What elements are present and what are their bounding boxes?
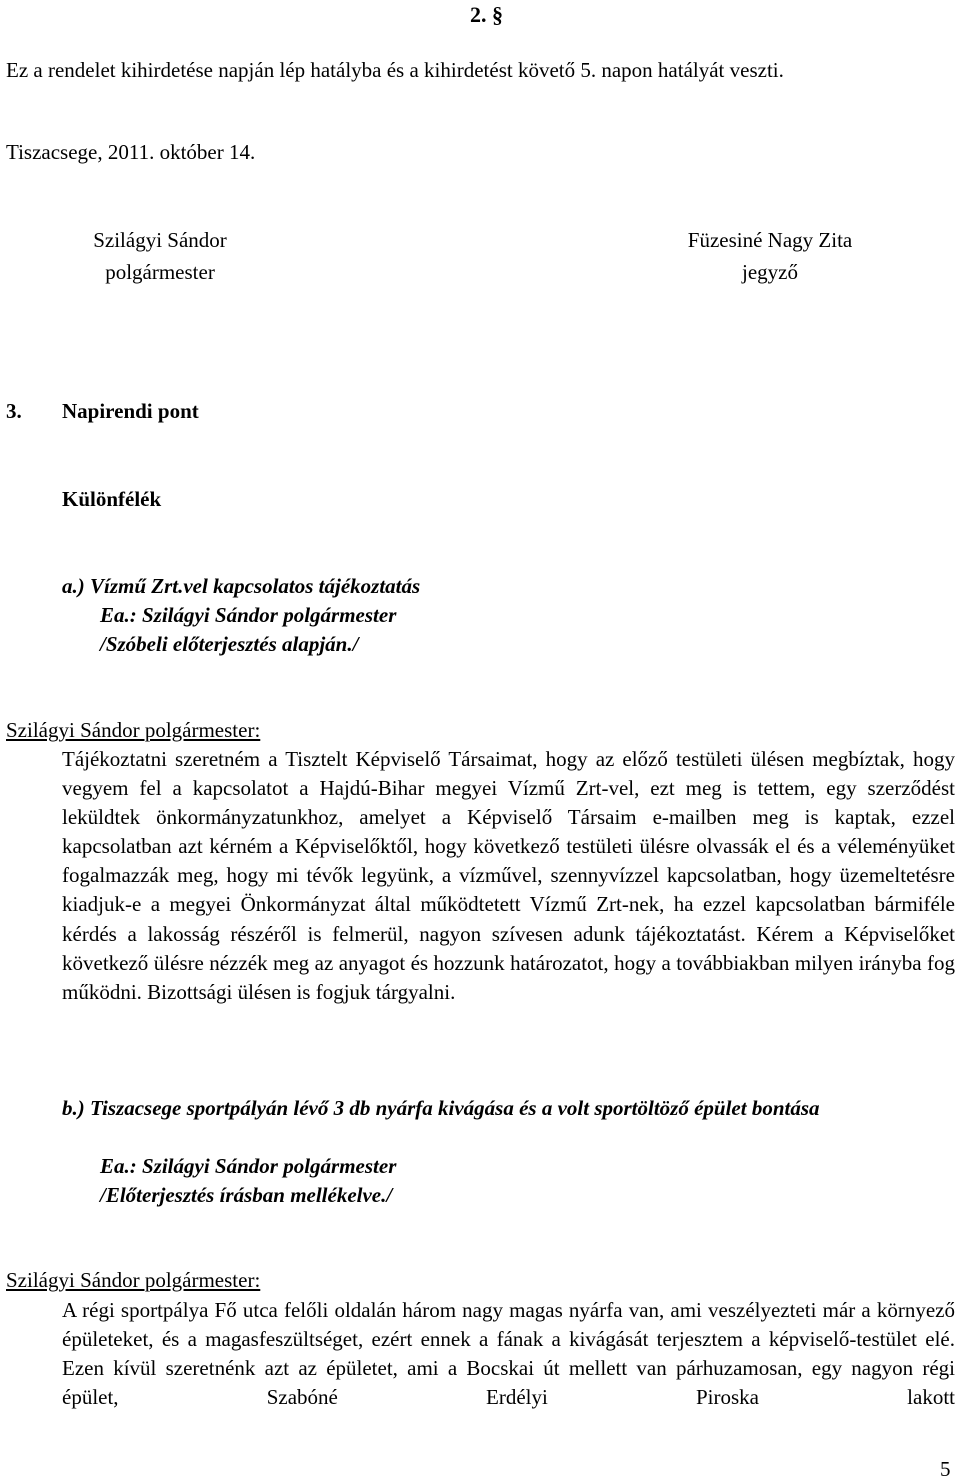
item-a-basis: /Szóbeli előterjesztés alapján./ — [100, 632, 359, 656]
agenda-subtitle: Különfélék — [62, 487, 162, 511]
signature-left — [40, 224, 280, 288]
agenda-title: Napirendi pont — [62, 399, 199, 423]
item-a-title: a.) Vízmű Zrt.vel kapcsolatos tájékoztatás — [62, 574, 421, 598]
signature-left-name: Szilágyi Sándor — [93, 228, 227, 252]
signature-left-title: polgármester — [105, 260, 215, 284]
item-a-presenter: Ea.: Szilágyi Sándor polgármester — [100, 603, 397, 627]
signature-right-name: Füzesiné Nagy Zita — [687, 228, 853, 252]
speaker-b: Szilágyi Sándor polgármester: — [6, 1268, 261, 1292]
section-marker: 2. § — [470, 2, 503, 27]
speech-b-paragraph: A régi sportpálya Fő utca felőli oldalán három nagy magas nyárfa van, ami veszélyezteti már a környező épületeket, és a magasfeszültséget, ezért ennek a fának a kivágását terjesztem a képviselő-testület elé. Ezen kívül szeretnénk azt az épületet, ami a Bocskai út mellett van párhuzamosan, egy nagyon régi épület, Szabóné Erdélyi Piroska lakott — [62, 1298, 955, 1409]
page-number: 5 — [940, 1457, 951, 1481]
speech-a-paragraph: Tájékoztatni szeretném a Tisztelt Képviselő Társaimat, hogy az előző testületi ülésen megbíztak, hogy vegyem fel a kapcsolatot a Hajdú-Bihar megyei Vízmű Zrt-vel, ezt meg is tettem, egy szerződést leküldtek önkormányzatunkhoz, amelyet a Képviselő Társaim e-mailben meg is kaptak, ezzel kapcsolatban azt kérném a Képviselőktől, hogy következő testületi ülésre olvassák el és a véleményüket fogalmazzák meg, hogy mi tévők legyünk, a vízművel, szennyvízzel kapcsolatban, hogy üzemeltetésre kiadjuk-e a megyei Önkormányzat által működtetett Vízmű Zrt-nek, ha ezzel kapcsolatban bármiféle kérdés a lakosság részéről is felmerül, nagyon szívesen adunk tájékoztatást. Kérem a Képviselőket következő ülésre nézzék meg az anyagot és hozzunk határozatot, hogy a továbbiakban milyen irányba fog működni. Bizottsági ülésen is fogjuk tárgyalni. — [62, 747, 955, 1004]
item-b-title: b.) Tiszacsege sportpályán lévő 3 db nyárfa kivágása és a volt sportöltöző épület bontása — [62, 1096, 820, 1120]
signature-right — [640, 224, 900, 288]
signature-right-title: jegyző — [742, 260, 798, 284]
item-b-basis: /Előterjesztés írásban mellékelve./ — [100, 1183, 393, 1207]
item-b-presenter: Ea.: Szilágyi Sándor polgármester — [100, 1154, 397, 1178]
speaker-a: Szilágyi Sándor polgármester: — [6, 718, 261, 742]
agenda-number: 3. — [6, 399, 22, 423]
decree-text: Ez a rendelet kihirdetése napján lép hatályba és a kihirdetést követő 5. napon hatályát veszti. — [6, 58, 784, 82]
place-date: Tiszacsege, 2011. október 14. — [6, 140, 256, 164]
